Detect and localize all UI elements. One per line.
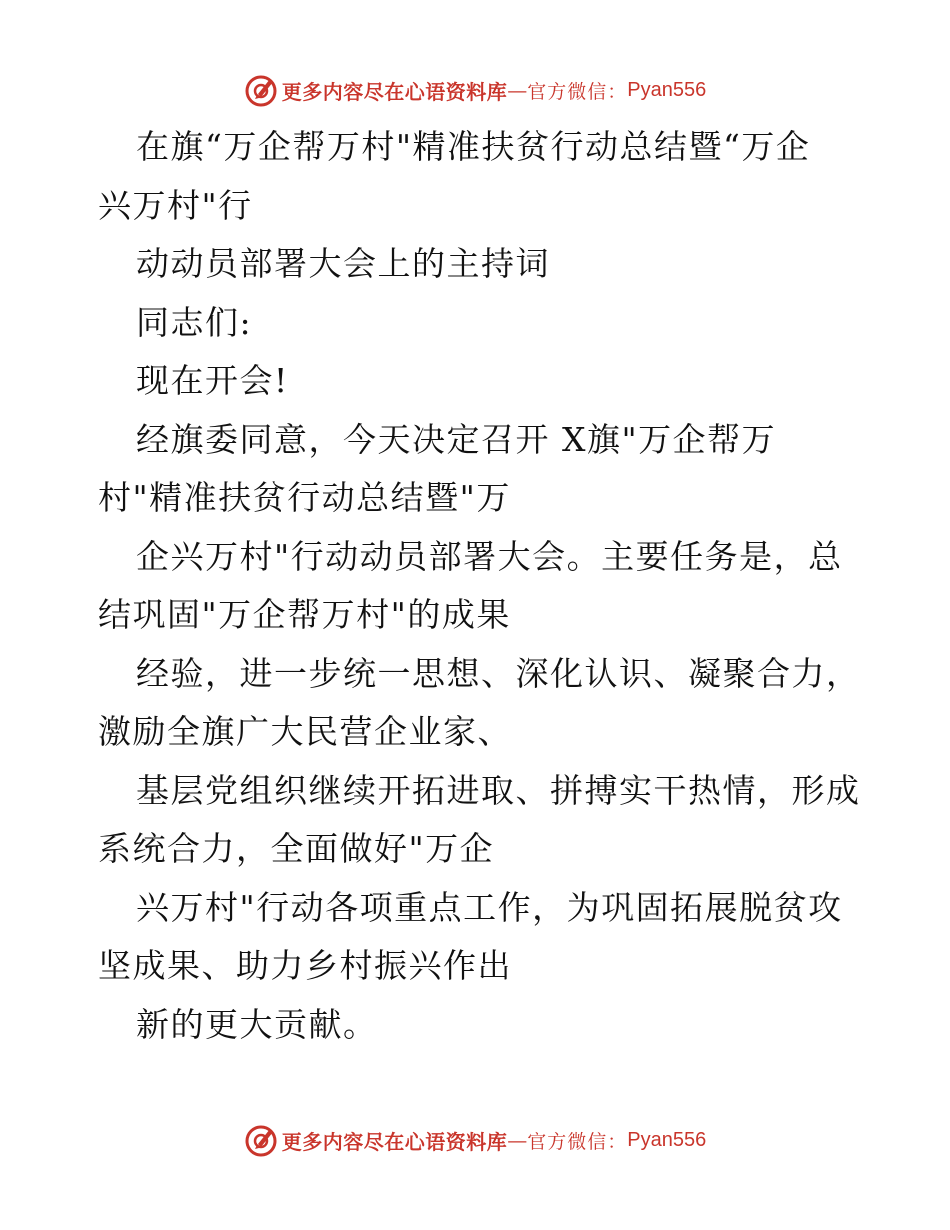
document-body — [98, 118, 878, 1054]
footer-watermark-banner — [0, 1120, 950, 1160]
text-line-12: 基层党组织继续开拓进取、拼搏实干热情，形成 — [136, 770, 861, 810]
text-line-15: 坚成果、助力乡村振兴作出 — [98, 946, 512, 985]
text-line-1: 在旗“万企帮万村"精准扶贫行动总结暨“万企 — [136, 127, 811, 166]
text-line-2: 兴万村"行 — [98, 185, 253, 225]
text-line-14: 兴万村"行动各项重点工作，为巩固拓展脱贫攻 — [136, 887, 843, 927]
text-line-4: 同志们: — [136, 302, 253, 342]
banner-wechat-label: 官方微信： — [527, 80, 628, 103]
banner-separator: — — [507, 1128, 528, 1152]
text-line-5: 现在开会! — [136, 361, 289, 400]
header-watermark-banner — [0, 70, 950, 110]
banner-separator: — — [507, 78, 528, 102]
text-line-3: 动动员部署大会上的主持词 — [136, 244, 550, 283]
text-line-6: 经旗委同意，今天决定召开 X旗"万企帮万 — [136, 419, 777, 459]
banner-wechat-label: 官方微信： — [527, 1130, 628, 1153]
banner-wechat-id: Pyan556 — [627, 1128, 707, 1151]
banner-main-text: 更多内容尽在心语资料库 — [281, 79, 508, 104]
text-line-8: 企兴万村"行动动员部署大会。主要任务是，总 — [136, 536, 843, 576]
brand-logo-icon — [244, 73, 278, 107]
brand-logo-icon — [244, 1123, 278, 1157]
text-line-16: 新的更大贡献。 — [136, 1004, 378, 1044]
text-line-7: 村"精准扶贫行动总结暨"万 — [98, 478, 511, 517]
text-line-11: 激励全旗广大民营企业家、 — [98, 712, 512, 751]
banner-main-text: 更多内容尽在心语资料库 — [281, 1129, 508, 1154]
text-line-13: 系统合力，全面做好"万企 — [98, 829, 495, 868]
banner-wechat-id: Pyan556 — [627, 78, 707, 101]
text-line-10: 经验，进一步统一思想、深化认识、凝聚合力， — [136, 653, 861, 693]
text-line-9: 结巩固"万企帮万村"的成果 — [98, 595, 511, 634]
